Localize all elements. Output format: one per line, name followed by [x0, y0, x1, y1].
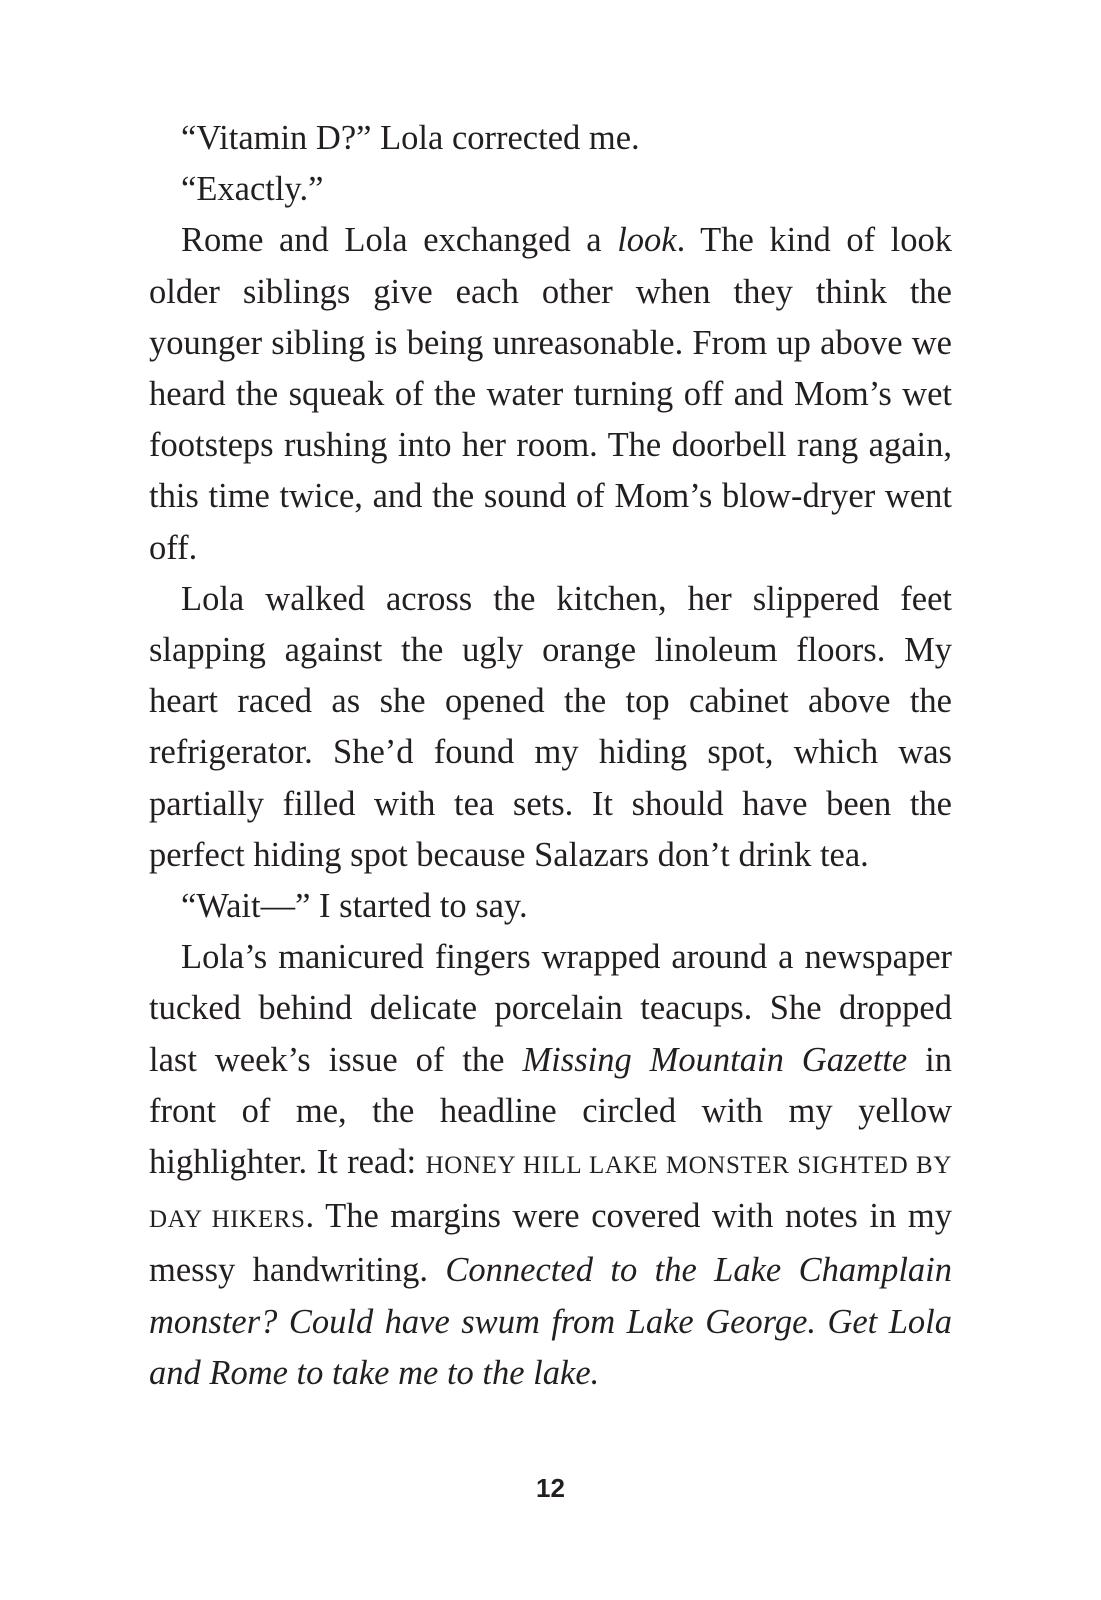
paragraph — [149, 215, 952, 573]
text-run: Rome and Lola exchanged a — [181, 221, 618, 260]
paragraph: “Vitamin D?” Lola corrected me. — [181, 119, 640, 157]
text-run: . The margins were covered with notes in my messy handwriting. — [149, 1197, 952, 1290]
paragraph: Lola walked across the kitchen, her slippered feet slapping against the ugly orange linoleum floors. My heart raced as she opened the top cabinet above the refrigerator. She’d found my hiding spot, which was partially filled with tea sets. It should have been the perfect hiding spot because Salazars don’t drink tea. — [149, 579, 952, 874]
body-text — [149, 113, 952, 1399]
headline-small-caps: HONEY HILL LAKE MONSTER SIGHTED BY DAY HIKERS — [149, 1152, 952, 1234]
handwritten-notes: Connected to the Lake Champlain monster? Could have swum from Lake George. Get Lola and Rome to take me to the lake. — [149, 1251, 952, 1392]
paragraph — [149, 932, 952, 1399]
text-run: in front of me, the headline circled with my yellow highlighter. It read: — [149, 1040, 952, 1182]
newspaper-title: Missing Mountain Gazette — [522, 1040, 908, 1079]
text-run: Lola’s manicured fingers wrapped around a newspaper tucked behind delicate porcelain teacups. She dropped last week’s issue of the — [149, 938, 952, 1079]
text-run: . The kind of look older siblings give each other when they think the younger sibling is being unreasonable. From up above we heard the squeak of the water turning off and Mom’s wet footsteps rushing into her room. The doorbell rang again, this time twice, and the sound of Mom’s blow-dryer went off. — [149, 221, 952, 567]
page-number: 12 — [536, 1473, 565, 1503]
paragraph: “Wait—” I started to say. — [181, 887, 528, 926]
italic-text: look — [617, 221, 677, 260]
paragraph: “Exactly.” — [181, 170, 324, 209]
